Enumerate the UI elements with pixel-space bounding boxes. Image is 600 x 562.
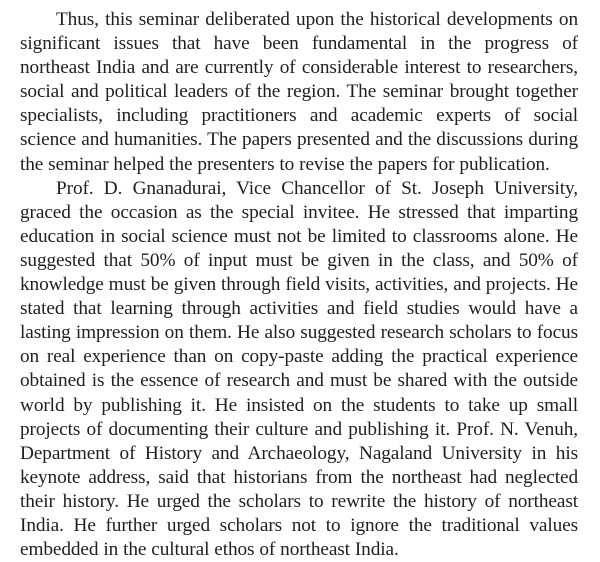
paragraph-invitee-remarks: Prof. D. Gnanadurai, Vice Chancellor of St. Joseph University, graced the occasion as the special invitee. He stressed that imparting education in social science must not be limited to classrooms alone. He suggested that 50% of input must be given in the class, and 50% of knowledge must be given through field visits, activities, and projects. He stated that learning through activities and field studies would have a lasting impression on them. He also suggested research scholars to focus on real experience than on copy-paste adding the practical experience obtained is the essence of research and must be shared with the outside world by publishing it. He insisted on the students to take up small projects of documenting their culture and publishing it. Prof. N. Venuh, Department of History and Archaeology, Nagaland University in his keynote address, said that historians from the northeast had neglected their history. He urged the scholars to rewrite the history of northeast India. He further urged scholars not to ignore the traditional values embedded in the cultural ethos of northeast India. [20, 177, 578, 561]
paragraph-seminar-summary: Thus, this seminar deliberated upon the historical developments on significant issues that have been fundamental in the progress of northeast India and are currently of considerable interest to researchers, social and political leaders of the region. The seminar brought together specialists, including practitioners and academic experts of social science and humanities. The papers presented and the discussions during the seminar helped the presenters to revise the papers for publication. [20, 9, 578, 175]
